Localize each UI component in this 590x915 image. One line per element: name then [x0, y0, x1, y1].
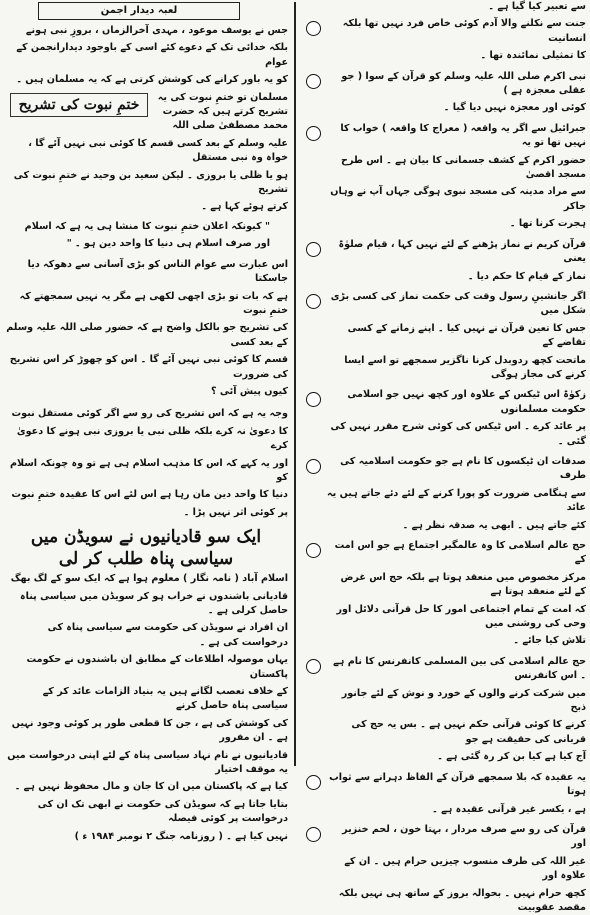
source-citation: نہیں کیا ہے ۔ ( روزنامہ جنگ ۲ نومبر ۱۹۸۴ ء ) — [74, 830, 288, 842]
text-line: غیر اللہ کی طرف منسوب چیزیں حرام ہیں ۔ ان کے علاوہ اور — [344, 855, 586, 882]
section-paragraph — [4, 407, 288, 520]
bullet-circle-icon — [306, 659, 321, 674]
text-line: قرآن کریم نے نماز پڑھنے کے لئے نہیں کہا ، قیام صلوٰۃ یعنی — [338, 238, 586, 265]
text-line: قادیانی باشندوں نے خراب ہو کر سویڈن میں سیاسی پناہ حاصل کرلی ہے ۔ — [20, 590, 288, 616]
text-line: ہے ، یکسر غیر قرآنی عقیدہ ہے ۔ — [432, 803, 586, 815]
text-line: ہجرت کرنا تھا ۔ — [509, 218, 586, 230]
text-line: ماتحت کچھ ردوبدل کرنا ناگزیر سمجھے تو اسے ایسا کرنے کی مجاز ہوگی — [344, 354, 586, 380]
text-line: کچھ حرام نہیں ۔ بحوالہ بروز کے ساتھ ہی نہیں بلکہ مقصد عقوبیت — [338, 887, 586, 913]
text-line: بلکہ خدائی تک کے دعوے کئے اسی کے باوجود دیدارانجمن کے عوام — [16, 42, 288, 68]
text-line: پر کوئی اثر نہیں پڑا ۔ — [183, 506, 288, 518]
text-line: حج عالم اسلامی کا وہ عالمگیر اجتماع ہے جو اس امت کے — [334, 540, 586, 566]
text-line: حضور اکرم کے کشف جسمانی کا بیان ہے ۔ اس طرح مسجد اقصیٰ — [341, 154, 586, 181]
text-line: مرکز مخصوص میں منعقد ہوتا ہے بلکہ حج اس غرض کے لئے منعقد ہوتا ہے — [340, 571, 586, 598]
bullet-circle-icon — [306, 827, 321, 842]
continued-text — [304, 0, 586, 14]
text-line: جبرائیل سے اگر یہ واقعہ ( معراج کا واقعہ ) خواب کا نہیں تھا تو یہ — [340, 122, 586, 149]
list-item — [304, 290, 586, 382]
text-line: سے ہنگامی ضرورت کو پورا کرنے کے لئے دئے جاتے ہیں یہ عائد — [327, 487, 586, 514]
list-item — [304, 17, 586, 63]
bullet-circle-icon — [306, 242, 321, 257]
text-line: تلاش کیا جائے ۔ — [513, 635, 586, 647]
right-column — [304, 0, 586, 913]
text-line: پر عائد کرے ۔ اس ٹیکس کی کوئی شرح مقرر نہیں کی گئی ۔ — [330, 421, 586, 447]
page-header: لعبہ دیدار اجمن — [38, 2, 240, 20]
list-item — [304, 655, 586, 765]
text-line: کو یہ باور کرانے کی کوشش کرتی ہے کہ یہ مسلمان ہیں ۔ — [16, 74, 288, 86]
text-line: جنت سے نکلنے والا آدم کوئی خاص فرد نہیں تھا بلکہ انسانیت — [342, 18, 586, 44]
text-line: اس عبارت سے عوام الناس کو بڑی آسانی سے دھوکہ دیا جاسکتا — [27, 258, 288, 285]
text-line: اور صرف اسلام ہی دنیا کا واحد دین ہو ۔ " — [66, 238, 270, 250]
column-divider — [294, 2, 296, 766]
text-line: مسلمان تو ختمِ نبوت کی یہ تشریح کرتے ہیں کہ حضرت محمد مصطفیٰ صلی اللہ — [157, 91, 288, 132]
list-item — [304, 388, 586, 449]
bullet-circle-icon — [306, 126, 321, 141]
bullet-circle-icon — [306, 543, 321, 558]
text-line: میں شرکت کرنے والوں کے خورد و نوش کے لئے جانور ذبح — [341, 687, 586, 714]
text-line: سے تعبیر کیا گیا ہے ۔ — [488, 1, 586, 12]
text-line: کی تشریح جو بالکل واضح ہے کہ حضور صلی اللہ علیہ وسلم کے بعد کسی — [6, 322, 288, 348]
list-item — [304, 455, 586, 533]
text-line: صدقات ان ٹیکسوں کا نام ہے جو حکومت اسلامیہ کی طرف — [340, 455, 586, 482]
text-line: اور یہ کہے کہ اس کا مذہب اسلام ہی ہے تو وہ چونکہ اسلام کو — [10, 457, 288, 483]
bullet-circle-icon — [306, 21, 321, 36]
quote-block — [4, 220, 270, 252]
text-line: قسم کا کوئی نبی نہیں آئے گا ۔ اس کو چھوڑ کر اس تشریح کی ضرورت — [9, 354, 288, 380]
bullet-circle-icon — [306, 459, 321, 474]
dateline: اسلام آباد ( نامہ نگار ) معلوم ہوا ہے کہ ایک سو کے لگ بھگ — [10, 573, 288, 585]
list-item — [304, 539, 586, 649]
text-line: اگر جانشینِ رسول وقت کی حکمت نماز کی کسی بڑی شکل میں — [330, 290, 586, 317]
text-line: نبی اکرم صلی اللہ علیہ وسلم کو قرآن کے سوا ( جو عقلی معجزہ ہے ) — [341, 70, 586, 97]
intro-paragraph — [4, 24, 288, 88]
text-line: جس کا تعین قرآن نے نہیں کیا ۔ اپنے زمانے کے کسی تقاضے کے — [347, 322, 586, 349]
bullet-circle-icon — [306, 775, 321, 790]
text-line: علیہ وسلم کے بعد کسی قسم کا کوئی نبی نہیں آئے گا ، خواہ وہ نبی مستقل — [28, 137, 288, 164]
text-line: سے مراد مدینہ کی مسجد نبوی ہوگی جہاں آپ نے وہاں جاکر — [330, 186, 586, 212]
text-line: کا تمثیلی نمائندہ تھا ۔ — [480, 50, 586, 62]
text-line: کیا ہے کہ پاکستان میں ان کا جان و مال محفوظ نہیں ہے ۔ — [14, 781, 288, 793]
text-line: ہے کہ بات تو بڑی اچھی لکھی ہے مگر یہ نہیں سمجھتے کہ ختمِ نبوت — [19, 290, 288, 316]
list-item — [304, 771, 586, 817]
text-line: کرتے ہوئے کہا ہے ۔ — [201, 201, 288, 213]
text-line: کرنے کا کوئی قرآنی حکم نہیں ہے ۔ بس یہ حج کی قربانی کی حقیقت ہے جو — [351, 719, 586, 745]
bullet-circle-icon — [306, 392, 321, 407]
list-item — [304, 823, 586, 915]
section-heading-khatm-nabuwwat: ختمِ نبوت کی تشریح — [10, 93, 148, 117]
text-line: قادیانیوں نے نام نہاد سیاسی پناہ کے لئے اپنی درخواست میں یہ موقف اختیار — [7, 749, 288, 776]
text-line: کئے جاتے ہیں ۔ ابھی یہ صدقہ نظر ہے ۔ — [402, 519, 586, 531]
bullet-circle-icon — [306, 74, 321, 89]
left-column — [4, 0, 288, 842]
news-article — [4, 572, 288, 844]
text-line: کا دعویٰ نہ کرے بلکہ ظلی نبی یا بروزی نبی ہونے کا دعویٰ کرے — [16, 425, 288, 452]
text-line: نماز کے قیام کا حکم دیا ۔ — [467, 270, 586, 282]
list-item — [304, 238, 586, 284]
text-line: کیوں پیش آئی ؟ — [211, 385, 288, 397]
text-line: کی کوشش کی ہے ، جن کا قطعی طور پر کوئی وجود نہیں ہے ۔ ان مفرور — [11, 717, 288, 744]
text-line: حج عالم اسلامی کی بین المسلمی کانفرنس کا نام ہے ۔ اس کانفرنس — [333, 655, 586, 682]
text-line: کے خلاف تعصب لگانے ہیں یہ بنیاد الزامات عائد کر کے سیاسی پناہ حاصل کرنے — [42, 686, 288, 712]
text-line: یہاں موصولہ اطلاعات کے مطابق ان باشندوں نے حکومت پاکستان — [26, 654, 288, 680]
text-line: ان افراد نے سویڈن کی حکومت سے سیاسی پناہ کی درخواست کی ہے ۔ — [47, 622, 288, 648]
text-line: آج کیا ہے کیا بن کر رہ گئی ہے ۔ — [437, 751, 586, 763]
news-headline: ایک سو قادیانیوں نے سویڈن میں سیاسی پناہ طلب کر لی — [30, 527, 262, 570]
bullet-circle-icon — [306, 294, 321, 309]
text-line: بتایا جاتا ہے کہ سویڈن کی حکومت نے ابھی تک ان کی درخواست پر کوئی فیصلہ — [37, 798, 288, 825]
text-line: زکوٰۃ اس ٹیکس کے علاوہ اور کچھ نہیں جو اسلامی حکومت مسلمانوں — [347, 389, 586, 415]
text-line: وجہ یہ ہے کہ اس تشریح کی رو سے اگر کوئی مستقل نبوت — [11, 408, 288, 420]
text-line: کوئی اور معجزہ نہیں دیا گیا ۔ — [443, 102, 586, 114]
text-line: ہو یا ظلی یا بروزی ۔ لیکن سعید بن وحید نے ختمِ نبوت کی تشریح — [13, 169, 288, 196]
text-line: قرآن کی رو سے صرف مردار ، بہتا خون ، لحم خنزیر اور — [342, 823, 586, 850]
text-line: دنیا کا واحد دین مان رہا ہے اس لئے اس کا عقیدہ ختمِ نبوت — [11, 489, 288, 501]
text-line: " کیونکہ اعلان ختمِ نبوت کا منشا ہی یہ ہے کہ اسلام — [24, 220, 270, 232]
text-line: جس نے یوسف موعود ، مہدی آخرالزماں ، بروزِ نبی ہونے — [25, 25, 288, 36]
list-item — [304, 70, 586, 116]
section-paragraph — [4, 258, 288, 400]
list-item — [304, 122, 586, 232]
text-line: کہ امت کے تمام اجتماعی امور کا حل قرآنی دلائل اور وحی کی روشنی میں — [336, 603, 586, 630]
text-line: یہ عقیدہ کہ بلا سمجھے قرآن کے الفاظ دہرانے سے ثواب ہوتا — [329, 771, 586, 798]
